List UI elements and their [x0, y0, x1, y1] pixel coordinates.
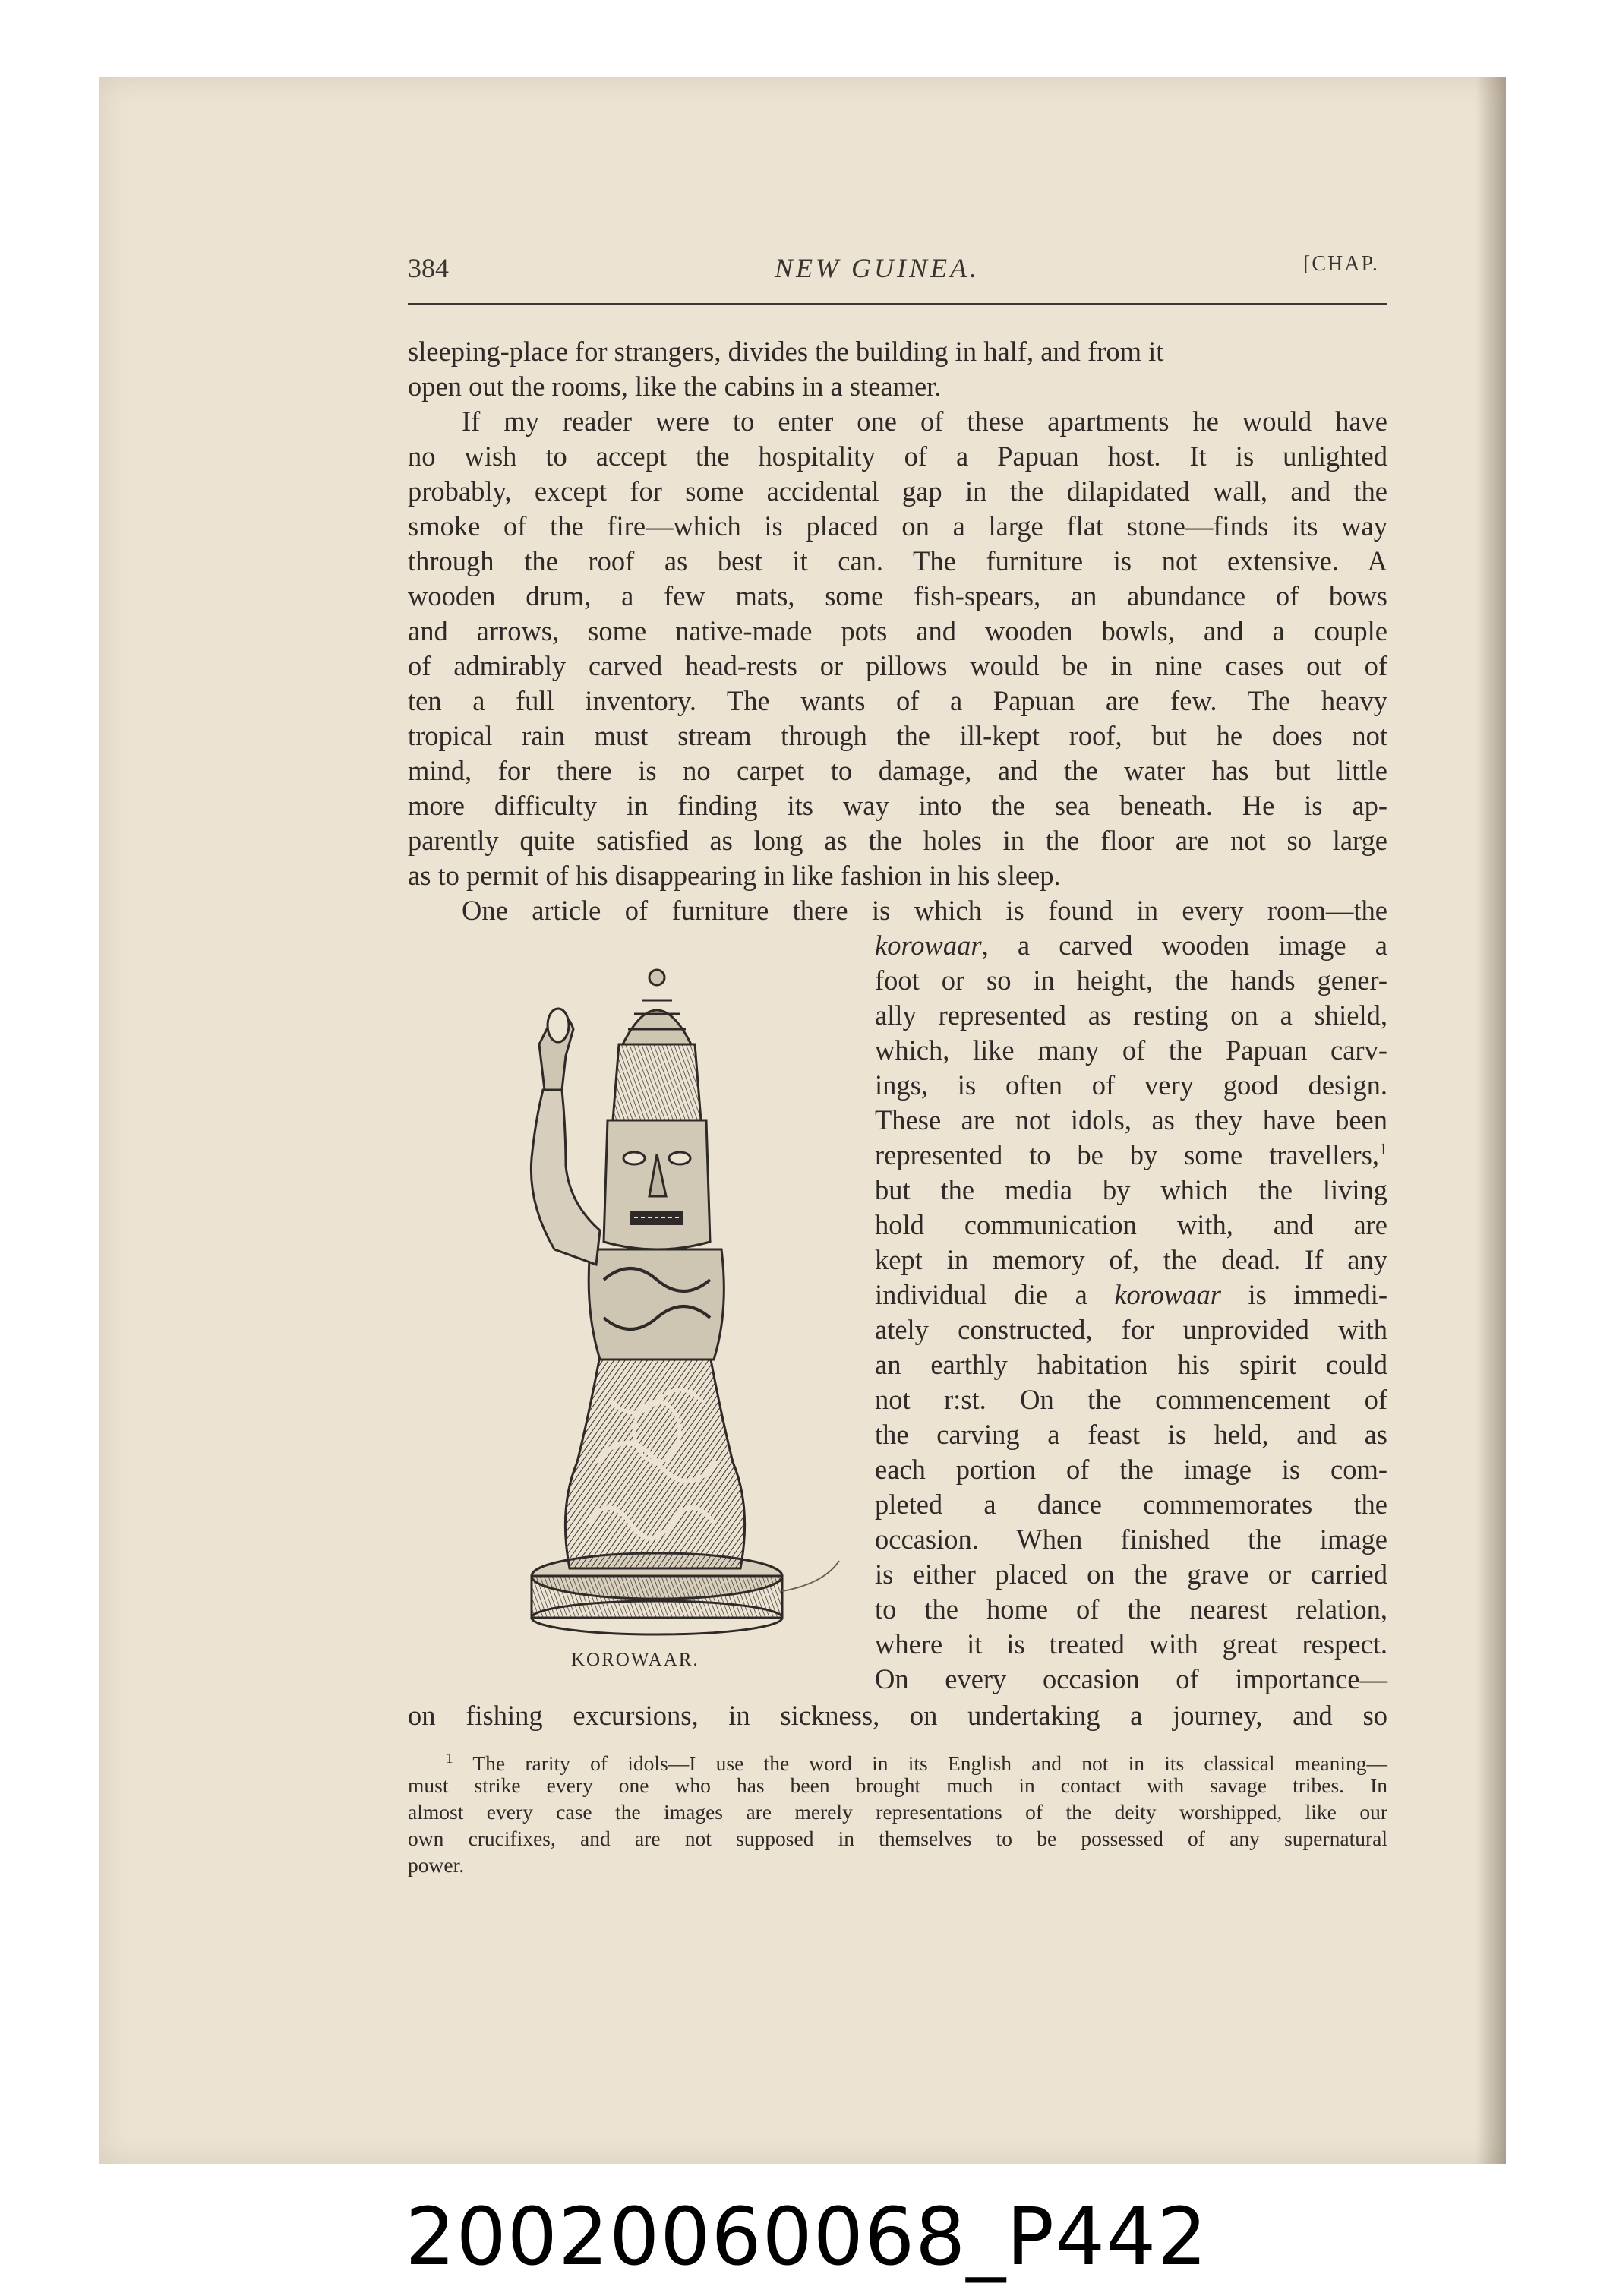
body-line: mind, for there is no carpet to damage, and the water has but little: [408, 755, 1387, 786]
running-head: NEW GUINEA.: [775, 253, 980, 283]
body-line: and arrows, some native-made pots and wooden bowls, and a couple: [408, 615, 1387, 646]
wrap-line: is either placed on the grave or carried: [875, 1559, 1387, 1590]
footnote-line: power.: [408, 1853, 465, 1877]
wrap-text: individual die a: [875, 1279, 1115, 1310]
wrap-line: ately constructed, for unprovided with: [875, 1314, 1387, 1345]
footnote-reference: 1: [1379, 1139, 1387, 1158]
korowaar-illustration: [414, 930, 862, 1644]
body-line: sleeping-place for strangers, divides the building in half, and from it: [408, 336, 1164, 367]
wrap-line: [875, 1138, 1387, 1173]
wrap-line: but the media by which the living: [875, 1174, 1387, 1205]
body-line: of admirably carved head-rests or pillows would be in nine cases out of: [408, 650, 1387, 681]
wrap-line: not r:st. On the commencement of: [875, 1384, 1387, 1415]
scan-identifier: 20020060068_P442: [405, 2190, 1208, 2283]
body-line: tropical rain must stream through the ill-kept roof, but he does not: [408, 720, 1387, 751]
body-line: through the roof as best it can. The furniture is not extensive. A: [408, 545, 1387, 576]
wrap-line: These are not idols, as they have been: [875, 1104, 1387, 1135]
wrap-text: represented to be by some travellers,: [875, 1139, 1380, 1170]
page-number: 384: [408, 253, 449, 283]
body-line: as to permit of his disappearing in like fashion in his sleep.: [408, 860, 1061, 891]
footnote-line: must strike every one who has been brought much in contact with savage tribes. In: [408, 1773, 1387, 1797]
wrap-line: [875, 928, 1387, 963]
wrap-line: kept in memory of, the dead. If any: [875, 1244, 1387, 1275]
body-line: ten a full inventory. The wants of a Papuan are few. The heavy: [408, 685, 1387, 716]
wrap-line: hold communication with, and are: [875, 1209, 1387, 1240]
wrap-line: an earthly habitation his spirit could: [875, 1349, 1387, 1380]
chapter-marker: [CHAP.: [1303, 252, 1379, 276]
wrap-line: to the home of the nearest relation,: [875, 1593, 1387, 1625]
body-line: no wish to accept the hospitality of a Papuan host. It is unlighted: [408, 441, 1387, 472]
footnote-line: own crucifixes, and are not supposed in themselves to be possessed of any supernatural: [408, 1827, 1387, 1850]
footnote-line: almost every case the images are merely representations of the deity worshipped, like our: [408, 1800, 1387, 1824]
wrap-text: is immedi-: [1220, 1279, 1387, 1310]
wrap-line: where it is treated with great respect.: [875, 1628, 1387, 1660]
wrap-line: each portion of the image is com-: [875, 1454, 1387, 1485]
footnote-text: The rarity of idols—I use the word in its English and not in its classical meaning—: [472, 1751, 1387, 1776]
body-line: If my reader were to enter one of these apartments he would have: [462, 406, 1387, 437]
header-rule: [408, 303, 1387, 305]
wrap-line: ings, is often of very good design.: [875, 1069, 1387, 1101]
body-line: One article of furniture there is which is found in every room—the: [462, 895, 1387, 926]
body-line: more difficulty in finding its way into the sea beneath. He is ap-: [408, 790, 1387, 821]
wrap-line: which, like many of the Papuan carv-: [875, 1034, 1387, 1066]
wrap-text: , a carved wooden image a: [981, 930, 1387, 961]
wrap-line: On every occasion of importance—: [875, 1663, 1387, 1694]
body-line: wooden drum, a few mats, some fish-spears, an abundance of bows: [408, 580, 1387, 611]
wrap-line: pleted a dance commemorates the: [875, 1489, 1387, 1520]
body-line: open out the rooms, like the cabins in a steamer.: [408, 371, 942, 402]
body-line: smoke of the fire—which is placed on a large flat stone—finds its way: [408, 510, 1387, 542]
wrap-line: the carving a feast is held, and as: [875, 1419, 1387, 1450]
wrap-line: occasion. When finished the image: [875, 1524, 1387, 1555]
wrap-line: foot or so in height, the hands gener-: [875, 965, 1387, 996]
wrap-line: [875, 1277, 1387, 1312]
wrap-line: ally represented as resting on a shield,: [875, 1000, 1387, 1031]
italic-term: korowaar: [875, 930, 982, 961]
body-line: on fishing excursions, in sickness, on undertaking a journey, and so: [408, 1700, 1387, 1731]
body-line: probably, except for some accidental gap in the dilapidated wall, and the: [408, 475, 1387, 507]
footnote-mark: 1: [446, 1751, 453, 1767]
body-line: parently quite satisfied as long as the holes in the floor are not so large: [408, 825, 1387, 856]
figure-caption: KOROWAAR.: [571, 1650, 699, 1670]
italic-term: korowaar: [1114, 1279, 1221, 1310]
